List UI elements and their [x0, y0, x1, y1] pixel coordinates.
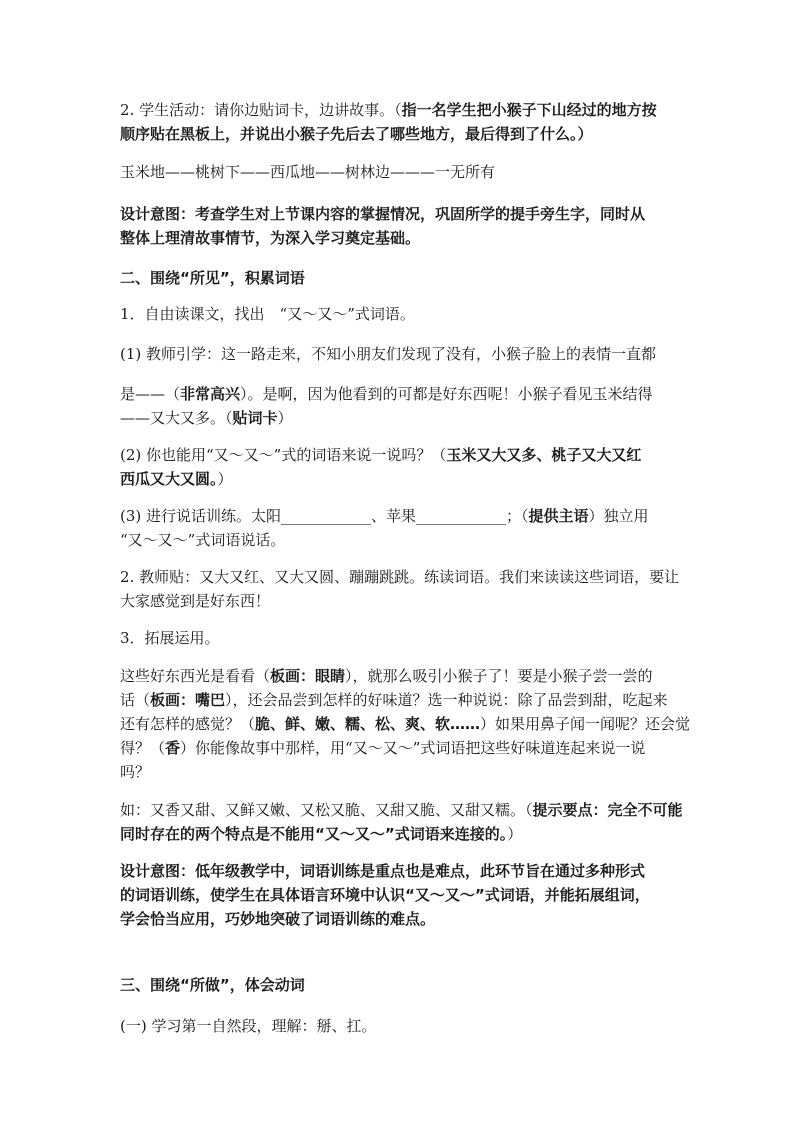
step-1-heading: 1．自由读课文，找出 “又～又～”式词语。 [120, 305, 415, 323]
design-intent-1-line-2: 整体上理清故事情节，为深入学习奠定基础。 [120, 229, 421, 247]
answer-bold: 贴词卡 [232, 409, 278, 427]
item-3-line-1 [120, 506, 649, 526]
design-intent-2-line-2: 的词语训练，使学生在具体语言环境中认识“又～又～”式词语，并能拓展组词， [120, 886, 650, 904]
text-span: 得？（ [120, 739, 166, 757]
teacher-guide-cont-line-2 [120, 408, 293, 428]
text-span: (3) 进行说话训练。太阳____________、苹果____________；（ [120, 507, 529, 525]
text-span: ），还会品尝到怎样的好味道？选一种说说：除了品尝到甜，吃起来 [225, 691, 668, 709]
answer-bold: 脆、鲜、嫩、糯、松、爽、软…… [255, 715, 481, 733]
teacher-post-line-1: 2. 教师贴：又大又红、又大又圆、蹦蹦跳跳。练读词语。我们来读读这些词语，要让 [120, 568, 680, 586]
example-line-2 [120, 824, 522, 844]
step-3-heading: 3．拓展运用。 [120, 629, 220, 647]
answer-bold: 非常高兴 [180, 385, 241, 403]
text-span: (2) 你也能用“又～又～”式的词语来说一说吗？（ [120, 446, 447, 464]
text-span: 这些好东西光是看看（ [120, 667, 271, 685]
teacher-guide-cont-line-1 [120, 384, 653, 404]
text-span: ）你能像故事中那样，用“又～又～”式词语把这些好味道连起来说一说 [180, 739, 646, 757]
text-span: 还有怎样的感觉？（ [120, 715, 256, 733]
route-sequence: 玉米地——桃树下——西瓜地——树林边———一无所有 [120, 163, 496, 181]
text-span: ），就那么吸引小猴子了！要是小猴子尝一尝的 [345, 667, 653, 685]
activity-paragraph-line-1 [120, 100, 657, 120]
example-line-1 [120, 800, 683, 820]
text-span: ）。是啊，因为他看到的可都是好东西呢！小猴子看见玉米结得 [240, 385, 653, 403]
extension-line-4 [120, 738, 645, 758]
answer-bold: 提供主语 [528, 507, 589, 525]
extension-line-2 [120, 690, 668, 710]
activity-instruction-bold: 指一名学生把小猴子下山经过的地方按 [401, 101, 657, 119]
answer-bold: 同时存在的两个特点是不能用“又～又～”式词语来连接的。 [120, 825, 508, 843]
design-intent-2-line-1: 设计意图：低年级教学中，词语训练是重点也是难点，此环节旨在通过多种形式 [120, 862, 646, 880]
item-2-line-2 [120, 469, 233, 489]
design-intent-1-line-1: 设计意图：考查学生对上节课内容的掌握情况，巩固所学的提手旁生字，同时从 [120, 205, 646, 223]
text-span: ）独立用 [588, 507, 649, 525]
text-span: 如：又香又甜、又鲜又嫩、又松又脆、又甜又脆、又甜又糯。（ [120, 801, 533, 819]
teacher-guide-line: (1) 教师引学：这一路走来，不知小朋友们发现了没有，小猴子脸上的表情一直都 [120, 345, 657, 363]
answer-bold: 板画：嘴巴 [150, 691, 226, 709]
text-span: ） [277, 409, 293, 427]
subsection-1-heading: (一) 学习第一自然段，理解：掰、扛。 [120, 1017, 377, 1035]
activity-instruction-bold: 顺序贴在黑板上，并说出小猴子先后去了哪些地方，最后得到了什么。） [120, 125, 593, 143]
extension-line-5: 吗？ [120, 763, 151, 781]
extension-line-3 [120, 714, 690, 734]
item-2-line-1 [120, 445, 641, 465]
text-span: 是——（ [120, 385, 181, 403]
text-span: ——又大又多。（ [120, 409, 233, 427]
extension-line-1 [120, 666, 653, 686]
text-span: 话（ [120, 691, 151, 709]
answer-bold: 西瓜又大又圆。 [120, 470, 218, 488]
text-span: ） [217, 470, 233, 488]
section-heading-3: 三、围绕“所做”，体会动词 [120, 976, 305, 994]
text-span: ） [507, 825, 523, 843]
answer-bold: 玉米又大又多、桃子又大又红 [446, 446, 642, 464]
design-intent-2-line-3: 学会恰当应用，巧妙地突破了词语训练的难点。 [120, 910, 436, 928]
teacher-post-line-2: 大家感觉到是好东西！ [120, 592, 271, 610]
item-3-line-2: “又～又～”式词语说话。 [120, 531, 286, 549]
activity-text: 2. 学生活动：请你边贴词卡，边讲故事。（ [120, 101, 402, 119]
text-span: ）如果用鼻子闻一闻呢？还会觉 [480, 715, 691, 733]
activity-paragraph-line-2 [120, 124, 593, 144]
section-heading-2: 二、围绕“所见”，积累词语 [120, 269, 305, 287]
answer-bold: 提示要点：完全不可能 [532, 801, 683, 819]
answer-bold: 板画：眼睛 [270, 667, 346, 685]
answer-bold: 香 [165, 739, 181, 757]
